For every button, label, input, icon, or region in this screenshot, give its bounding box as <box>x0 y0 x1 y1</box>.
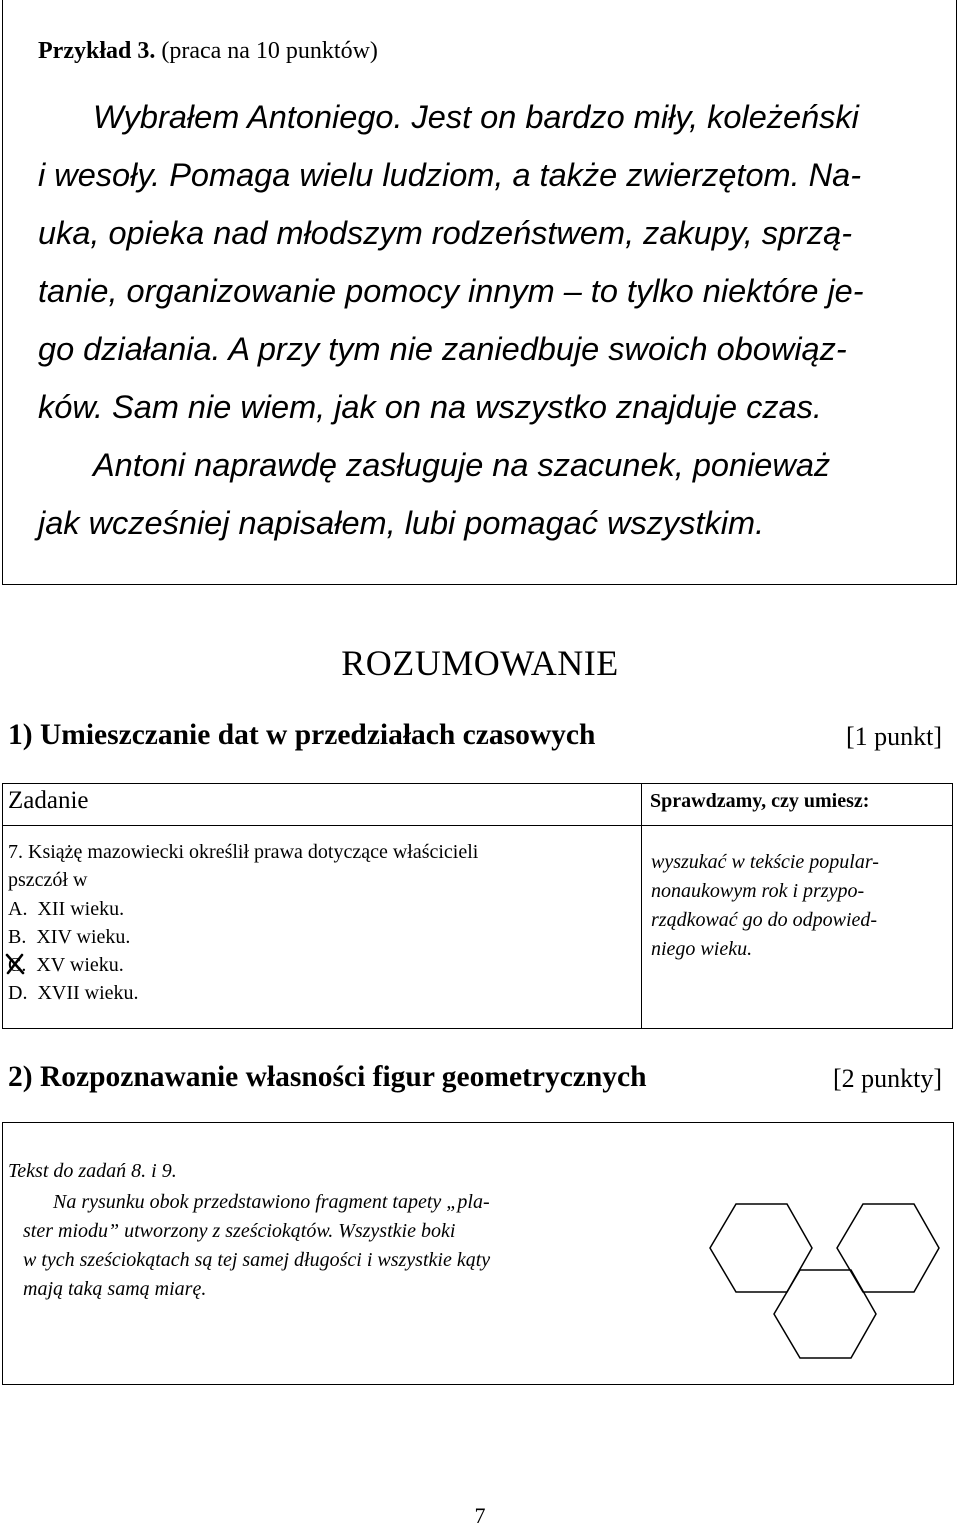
essay-line: ków. Sam nie wiem, jak on na wszystko znajduje czas. <box>38 389 822 425</box>
hexagon-left <box>710 1204 812 1292</box>
skill-line: niego wieku. <box>651 938 753 960</box>
answer-option-d <box>8 982 139 1005</box>
essay-line: go działania. A przy tym nie zaniedbuje swoich obowiąz- <box>38 331 847 367</box>
section1-points: [1 punkt] <box>845 722 942 751</box>
option-letter: A. <box>8 898 28 920</box>
table-divider <box>2 825 953 826</box>
text-line: ster miodu” utworzony z sześciokątów. Wszystkie boki <box>23 1220 456 1242</box>
hexagon-right <box>837 1204 939 1292</box>
option-text: XII wieku. <box>37 898 125 920</box>
answer-option-b <box>8 926 130 949</box>
essay-line: uka, opieka nad młodszym rodzeństwem, zakupy, sprzą- <box>38 215 853 251</box>
skill-line: nonaukowym rok i przypo- <box>651 880 865 902</box>
essay-line: i wesoły. Pomaga wielu ludziom, a także zwierzętom. Na- <box>38 157 862 193</box>
option-text: XVII wieku. <box>37 982 139 1004</box>
essay-line: Antoni naprawdę zasługuje na szacunek, ponieważ <box>93 447 831 483</box>
table-header-skills: Sprawdzamy, czy umiesz: <box>650 790 870 812</box>
essay-line: jak wcześniej napisałem, lubi pomagać wszystkim. <box>38 505 765 541</box>
section-heading: ROZUMOWANIE <box>341 643 619 683</box>
section1-title: 1) Umieszczanie dat w przedziałach czasowych <box>8 719 596 751</box>
example-label: Przykład 3. <box>38 38 156 64</box>
skill-line: rządkować go do odpowied- <box>651 909 878 931</box>
option-text: XV wieku. <box>36 954 124 976</box>
text-line: Na rysunku obok przedstawiono fragment tapety „pla- <box>53 1191 490 1213</box>
hexagon-bottom <box>774 1270 876 1358</box>
table-header-task: Zadanie <box>8 787 89 814</box>
text-line: mają taką samą miarę. <box>23 1278 207 1300</box>
essay-line: Wybrałem Antoniego. Jest on bardzo miły, koleżeński <box>93 99 859 135</box>
task-table <box>2 783 953 1029</box>
table-divider <box>641 783 642 1029</box>
option-letter: B. <box>8 926 27 948</box>
skill-line: wyszukać w tekście popular- <box>651 851 879 873</box>
question-line: pszczół w <box>8 869 88 891</box>
essay-line: tanie, organizowanie pomocy innym – to tylko niektóre je- <box>38 273 864 309</box>
text-heading: Tekst do zadań 8. i 9. <box>8 1160 177 1182</box>
option-text: XIV wieku. <box>36 926 131 948</box>
option-letter: D. <box>8 982 28 1004</box>
honeycomb-figure <box>680 1160 940 1370</box>
example-heading <box>38 38 378 65</box>
text-line: w tych sześciokątach są tej samej długości i wszystkie kąty <box>23 1249 491 1271</box>
question-line: 7. Książę mazowiecki określił prawa dotyczące właścicieli <box>8 841 479 863</box>
page-number: 7 <box>474 1503 486 1528</box>
section2-title: 2) Rozpoznawanie własności figur geometrycznych <box>8 1061 647 1093</box>
section2-points: [2 punkty] <box>832 1064 942 1093</box>
answer-mark-icon <box>4 952 26 976</box>
option-letter: C. <box>8 954 27 976</box>
example-note: (praca na 10 punktów) <box>161 38 378 64</box>
answer-option-a <box>8 898 124 921</box>
